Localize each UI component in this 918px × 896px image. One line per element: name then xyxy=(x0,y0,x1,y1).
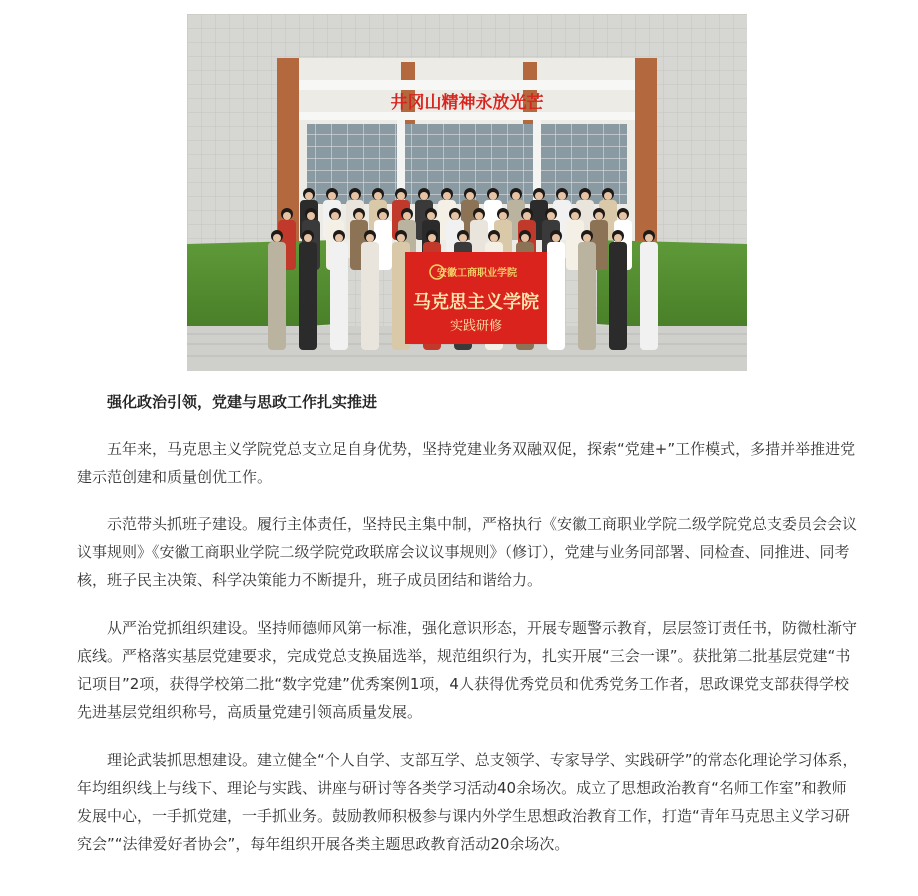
person-face xyxy=(523,212,531,220)
person-face xyxy=(305,192,313,200)
person-face xyxy=(535,192,543,200)
banner-title: 马克思主义学院 xyxy=(413,292,539,313)
person-face xyxy=(547,212,555,220)
person-face xyxy=(583,234,591,242)
person-face xyxy=(283,212,291,220)
person-face xyxy=(379,212,387,220)
person-face xyxy=(451,212,459,220)
person-figure xyxy=(361,242,379,350)
person-face xyxy=(558,192,566,200)
paragraph-ideology-building: 理论武装抓思想建设。建立健全“个人自学、支部互学、总支领学、专家导学、实践研学”的常态化理论学习体系，年均组织线上与线下、理论与实践、讲座与研讨等各类学习活动40余场次。成立了思想政治教育“名师工作室”和教师发展中心，一手抓党建，一手抓业务。鼓励教师积极参与课内外学生思想政治教育工作，打造“青年马克思主义学习研究会”“法律爱好者协会”，每年组织开展各类主题思政教育活动20余场次。 xyxy=(77,751,858,853)
person-face xyxy=(397,234,405,242)
person-face xyxy=(427,212,435,220)
person-face xyxy=(490,234,498,242)
person-face xyxy=(331,212,339,220)
person-figure xyxy=(268,242,286,350)
person-figure xyxy=(640,242,658,350)
person-figure xyxy=(578,242,596,350)
person-figure xyxy=(330,242,348,350)
banner-school-name: 安徽工商职业学院 xyxy=(437,268,517,279)
person-face xyxy=(366,234,374,242)
person-figure xyxy=(609,242,627,350)
person-face xyxy=(604,192,612,200)
person-face xyxy=(571,212,579,220)
person-face xyxy=(304,234,312,242)
person-face xyxy=(459,234,467,242)
banner-subtitle: 实践研修 xyxy=(449,319,503,334)
paragraph-intro: 五年来，马克思主义学院党总支立足自身优势，坚持党建业务双融双促，探索“党建+”工作模式，多措并举推进党建示范创建和质量创优工作。 xyxy=(77,440,856,486)
person-face xyxy=(428,234,436,242)
person-figure xyxy=(299,242,317,350)
group-photo xyxy=(187,14,747,371)
building-sign: 井冈山精神永放光芒 xyxy=(390,93,544,113)
person-face xyxy=(595,212,603,220)
person-face xyxy=(614,234,622,242)
person-face xyxy=(619,212,627,220)
person-figure xyxy=(547,242,565,350)
person-face xyxy=(466,192,474,200)
person-face xyxy=(581,192,589,200)
person-face xyxy=(443,192,451,200)
paragraph-organization-building: 从严治党抓组织建设。坚持师德师风第一标准，强化意识形态，开展专题警示教育，层层签订责任书，防微杜渐守底线。严格落实基层党建要求，完成党总支换届选举，规范组织行为，扎实开展“三会一课”。获批第二批基层党建“书记项目”2项，获得学校第二批“数字党建”优秀案例1项，4人获得优秀党员和优秀党务工作者，思政课党支部获得学校先进基层党组织称号，高质量党建引领高质量发展。 xyxy=(77,619,858,721)
person-face xyxy=(374,192,382,200)
person-face xyxy=(512,192,520,200)
person-face xyxy=(475,212,483,220)
person-face xyxy=(552,234,560,242)
person-face xyxy=(328,192,336,200)
person-face xyxy=(355,212,363,220)
person-face xyxy=(420,192,428,200)
person-face xyxy=(307,212,315,220)
person-face xyxy=(397,192,405,200)
person-face xyxy=(403,212,411,220)
section-heading: 强化政治引领，党建与思政工作扎实推进 xyxy=(107,393,378,411)
person-face xyxy=(645,234,653,242)
person-face xyxy=(335,234,343,242)
person-face xyxy=(351,192,359,200)
paragraph-team-building: 示范带头抓班子建设。履行主体责任，坚持民主集中制，严格执行《安徽工商职业学院二级学院党总支委员会会议议事规则》《安徽工商职业学院二级学院党政联席会议议事规则》（修订），党建与业务同部署、同检查、同推进、同考核，班子民主决策、科学决策能力不断提升，班子成员团结和谐给力。 xyxy=(77,515,858,589)
person-face xyxy=(521,234,529,242)
person-face xyxy=(273,234,281,242)
person-face xyxy=(489,192,497,200)
person-face xyxy=(499,212,507,220)
